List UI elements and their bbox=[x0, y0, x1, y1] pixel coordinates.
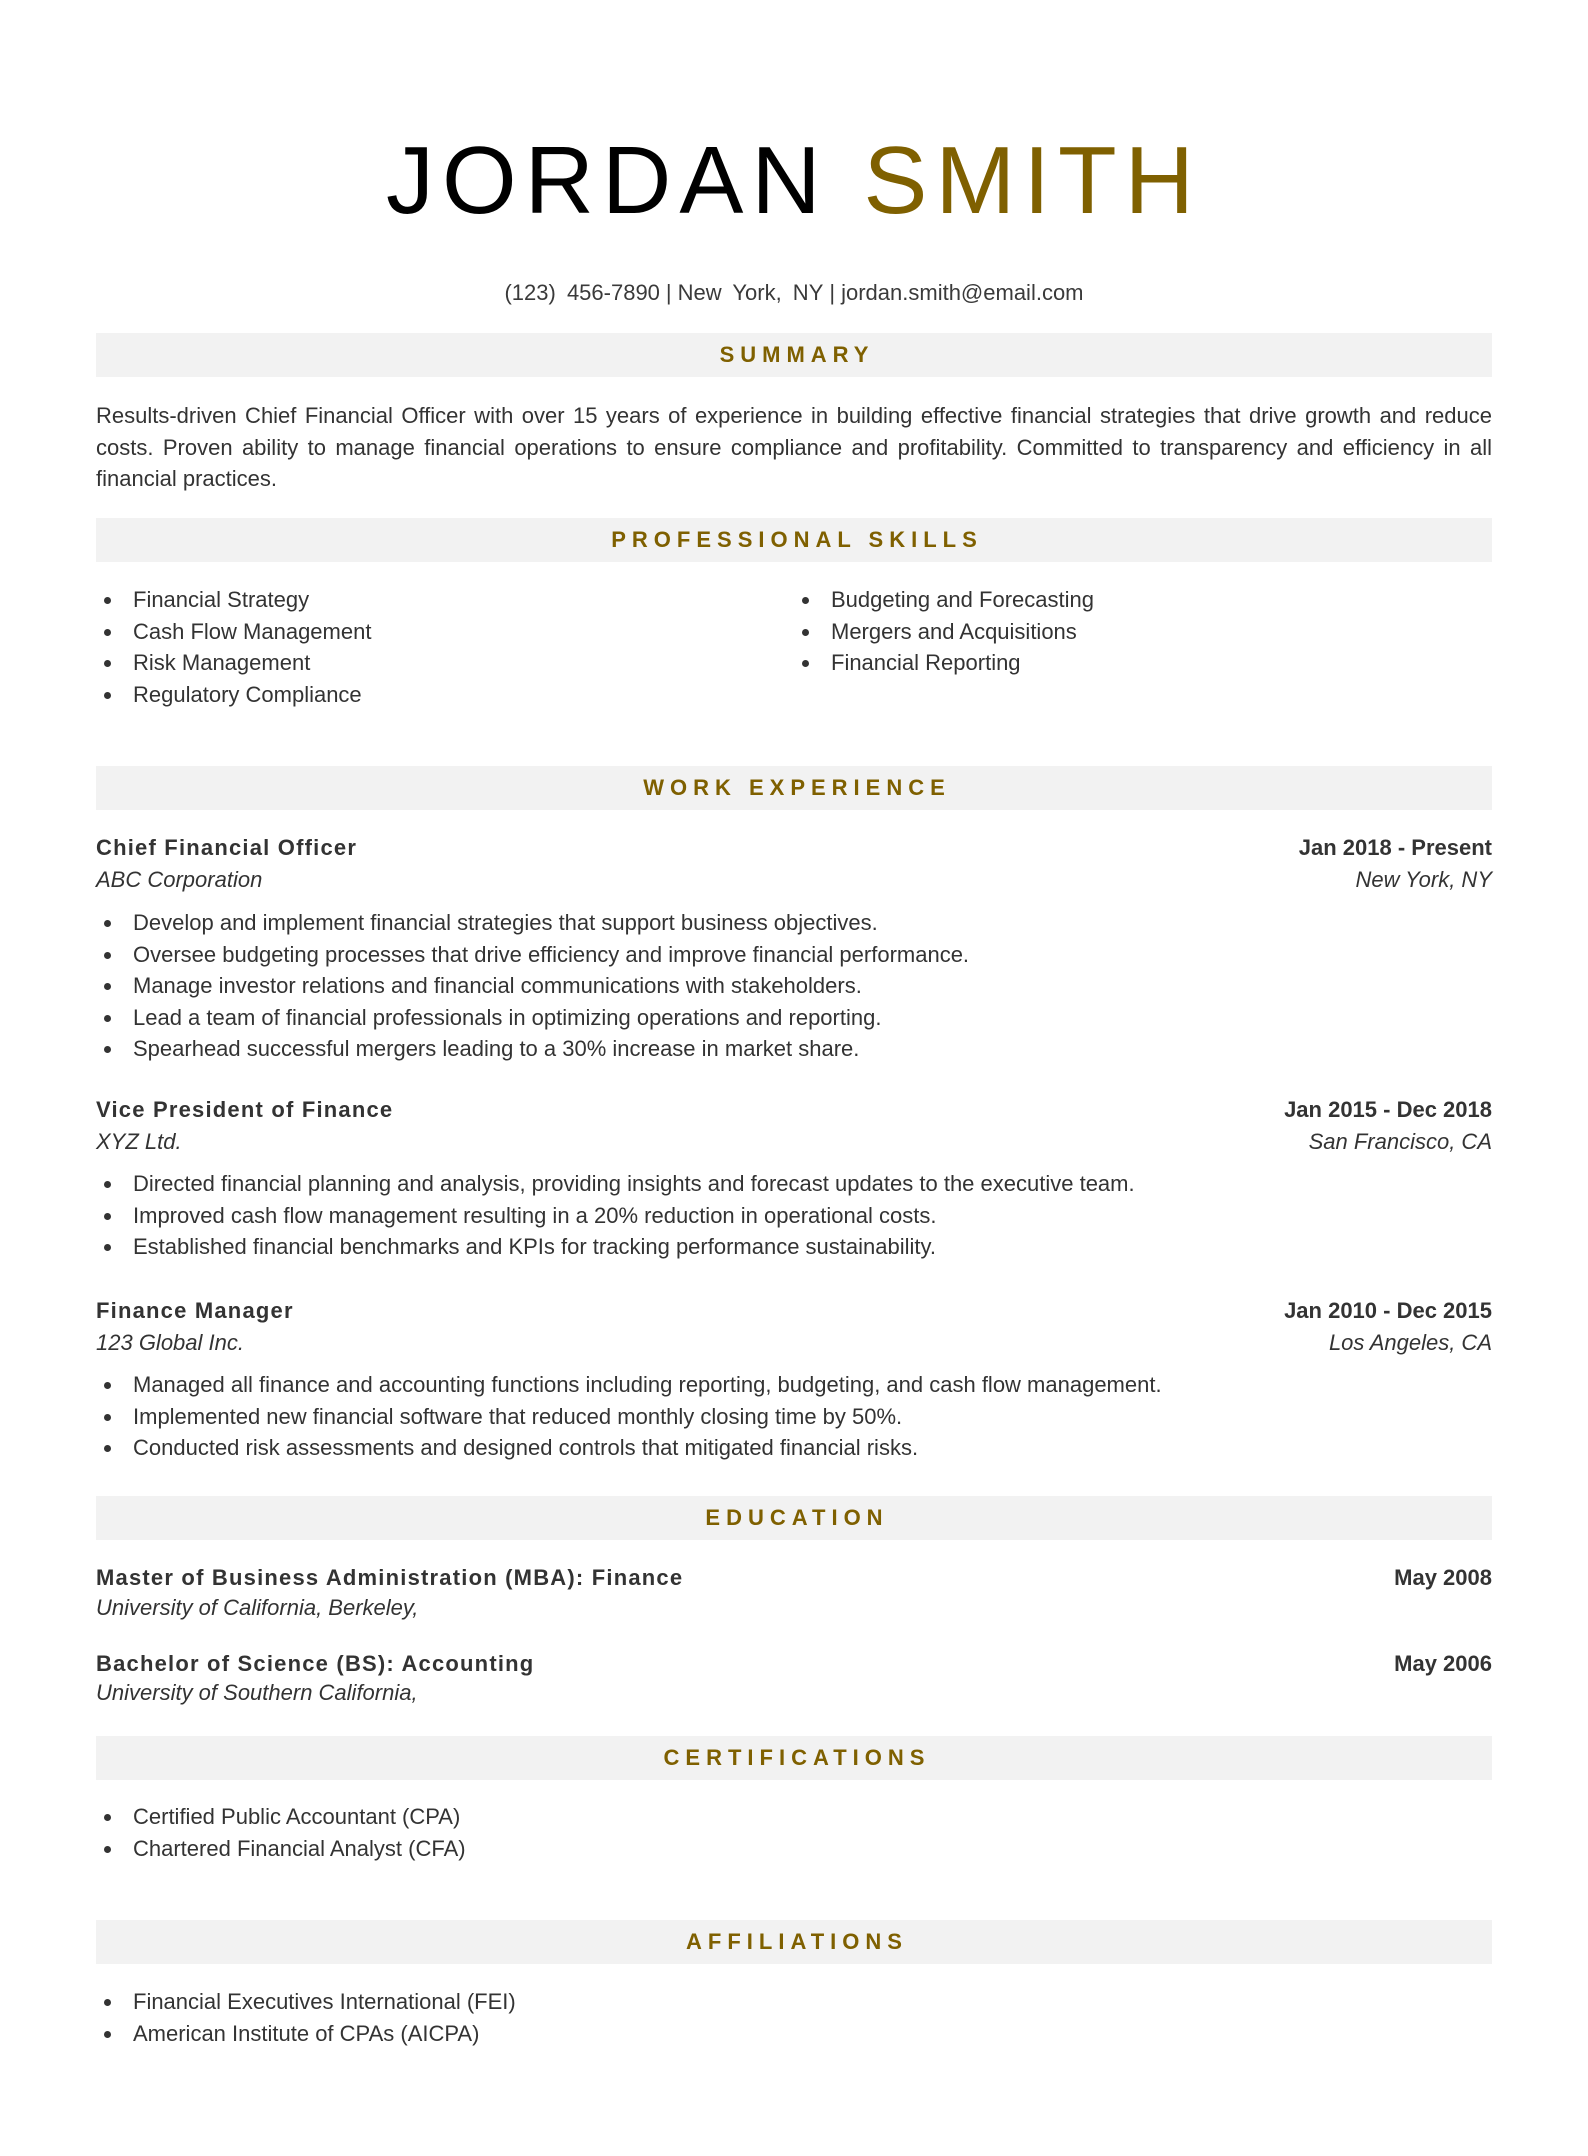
skill-item: Financial Reporting bbox=[794, 647, 1484, 679]
job-location: New York, NY bbox=[1355, 867, 1492, 892]
skills-list-left bbox=[96, 584, 786, 710]
section-header-education bbox=[96, 1496, 1492, 1540]
degree: Bachelor of Science (BS): Accounting bbox=[96, 1651, 535, 1676]
summary-text: Results-driven Chief Financial Officer with over 15 years of experience in building effective financial strategies that drive growth and reduce costs. Proven ability to manage financial operations to ensure compliance and profitability. Committed to transparency and efficiency in all financial practices. bbox=[96, 403, 1492, 491]
education-school-row bbox=[96, 1677, 1492, 1709]
section-header-summary bbox=[96, 333, 1492, 377]
separator: | bbox=[665, 280, 672, 305]
section-title: SUMMARY bbox=[719, 342, 875, 367]
job-bullet: Managed all finance and accounting functions including reporting, budgeting, and cash flow management. bbox=[96, 1369, 1492, 1401]
skills-list-right bbox=[794, 584, 1484, 679]
affiliation-item: American Institute of CPAs (AICPA) bbox=[96, 2018, 1492, 2050]
job-bullet: Improved cash flow management resulting in a 20% reduction in operational costs. bbox=[96, 1200, 1492, 1232]
section-header-experience bbox=[96, 766, 1492, 810]
certification-item: Certified Public Accountant (CPA) bbox=[96, 1801, 1492, 1833]
job-bullet: Conducted risk assessments and designed controls that mitigated financial risks. bbox=[96, 1432, 1492, 1464]
job-dates: Jan 2015 - Dec 2018 bbox=[1284, 1097, 1492, 1122]
job-header bbox=[96, 1094, 1492, 1126]
school-name: University of Southern California, bbox=[96, 1680, 418, 1705]
certifications-list bbox=[96, 1801, 1492, 1864]
job-dates: Jan 2010 - Dec 2015 bbox=[1284, 1298, 1492, 1323]
contact-line bbox=[0, 278, 1588, 308]
job-header bbox=[96, 832, 1492, 864]
school-name: University of California, Berkeley, bbox=[96, 1595, 419, 1620]
section-title: WORK EXPERIENCE bbox=[643, 775, 951, 800]
education-header bbox=[96, 1562, 1492, 1594]
skill-item: Budgeting and Forecasting bbox=[794, 584, 1484, 616]
job-bullet: Manage investor relations and financial communications with stakeholders. bbox=[96, 970, 1492, 1002]
job-bullet: Implemented new financial software that reduced monthly closing time by 50%. bbox=[96, 1401, 1492, 1433]
location: New York, NY bbox=[677, 280, 824, 305]
first-name: JORDAN bbox=[386, 127, 829, 234]
job-bullets bbox=[96, 1369, 1492, 1464]
education-school-row bbox=[96, 1592, 1492, 1624]
company-name: ABC Corporation bbox=[96, 867, 263, 892]
job-bullet: Directed financial planning and analysis, providing insights and forecast updates to the executive team. bbox=[96, 1168, 1492, 1200]
education-header bbox=[96, 1648, 1492, 1680]
job-bullet: Develop and implement financial strategies that support business objectives. bbox=[96, 907, 1492, 939]
section-title: AFFILIATIONS bbox=[686, 1929, 908, 1954]
skill-item: Risk Management bbox=[96, 647, 786, 679]
degree: Master of Business Administration (MBA): Finance bbox=[96, 1565, 684, 1590]
candidate-name bbox=[0, 128, 1588, 234]
job-title: Chief Financial Officer bbox=[96, 835, 358, 860]
skill-item: Mergers and Acquisitions bbox=[794, 616, 1484, 648]
section-header-certifications bbox=[96, 1736, 1492, 1780]
certification-item: Chartered Financial Analyst (CFA) bbox=[96, 1833, 1492, 1865]
email[interactable]: jordan.smith@email.com bbox=[841, 280, 1084, 305]
job-bullet: Established financial benchmarks and KPIs for tracking performance sustainability. bbox=[96, 1231, 1492, 1263]
job-subheader bbox=[96, 864, 1492, 896]
job-title: Vice President of Finance bbox=[96, 1097, 394, 1122]
section-title: CERTIFICATIONS bbox=[663, 1745, 931, 1770]
job-title: Finance Manager bbox=[96, 1298, 294, 1323]
affiliations-list bbox=[96, 1986, 1492, 2049]
last-name: SMITH bbox=[863, 127, 1202, 234]
job-subheader bbox=[96, 1126, 1492, 1158]
job-bullet: Spearhead successful mergers leading to a 30% increase in market share. bbox=[96, 1033, 1492, 1065]
job-header bbox=[96, 1295, 1492, 1327]
job-bullet: Lead a team of financial professionals in optimizing operations and reporting. bbox=[96, 1002, 1492, 1034]
affiliation-item: Financial Executives International (FEI) bbox=[96, 1986, 1492, 2018]
skill-item: Cash Flow Management bbox=[96, 616, 786, 648]
job-location: Los Angeles, CA bbox=[1328, 1330, 1492, 1355]
section-header-affiliations bbox=[96, 1920, 1492, 1964]
skill-item: Regulatory Compliance bbox=[96, 679, 786, 711]
job-location: San Francisco, CA bbox=[1308, 1129, 1492, 1154]
company-name: XYZ Ltd. bbox=[96, 1129, 182, 1154]
section-title: EDUCATION bbox=[705, 1505, 889, 1530]
job-bullet: Oversee budgeting processes that drive efficiency and improve financial performance. bbox=[96, 939, 1492, 971]
graduation-date: May 2008 bbox=[1394, 1565, 1492, 1590]
company-name: 123 Global Inc. bbox=[96, 1330, 244, 1355]
section-title: PROFESSIONAL SKILLS bbox=[611, 527, 983, 552]
job-bullets bbox=[96, 907, 1492, 1065]
job-subheader bbox=[96, 1327, 1492, 1359]
job-dates: Jan 2018 - Present bbox=[1298, 835, 1492, 860]
separator: | bbox=[829, 280, 836, 305]
section-header-skills bbox=[96, 518, 1492, 562]
skill-item: Financial Strategy bbox=[96, 584, 786, 616]
graduation-date: May 2006 bbox=[1394, 1651, 1492, 1676]
phone: (123) 456-7890 bbox=[504, 280, 660, 305]
job-bullets bbox=[96, 1168, 1492, 1263]
